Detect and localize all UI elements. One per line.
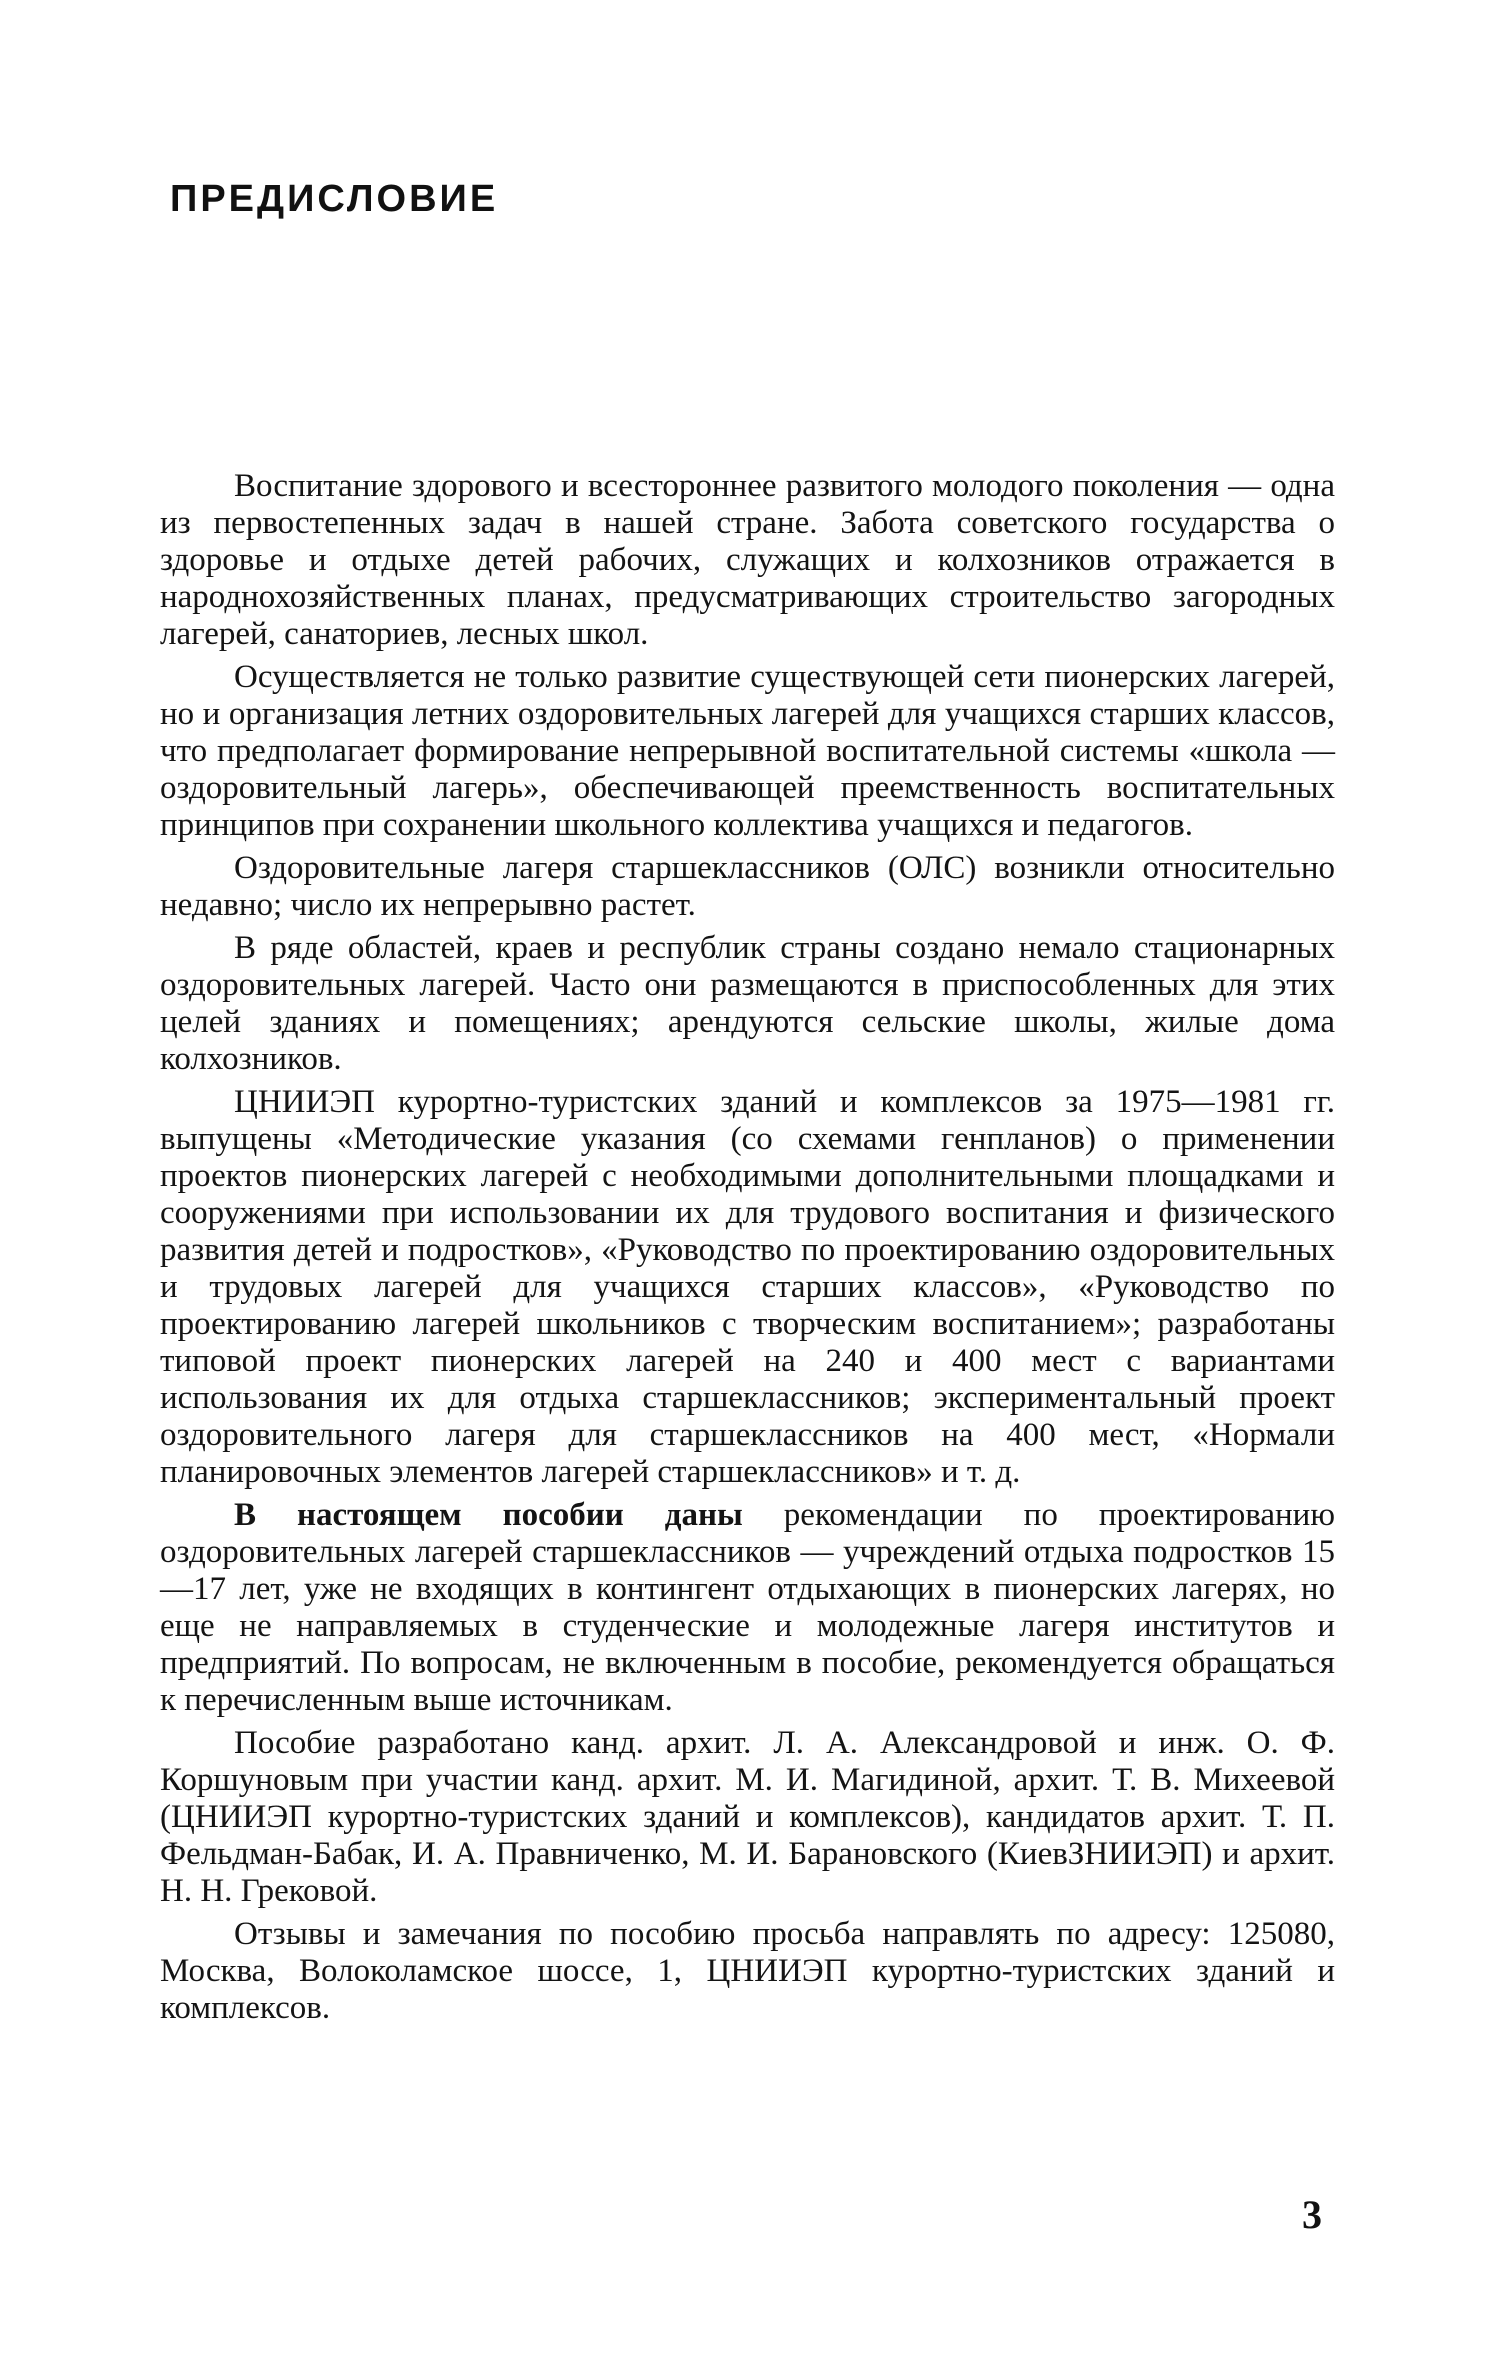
paragraph-recommendations [160, 1497, 1335, 1719]
paragraph-camp-network [160, 659, 1335, 844]
paragraph-text: Оздоровительные лагеря старшеклассников (ОЛС) возникли относительно недавно; число их непрерывно растет. [160, 850, 1335, 923]
paragraph-upbringing [160, 468, 1335, 653]
paragraph-bold-lead: В настоящем пособии даны [234, 1497, 743, 1533]
page-number: 3 [1302, 2192, 1322, 2237]
paragraph-text: Осуществляется не только развитие существующей сети пионерских лагерей, но и организация летних оздоровительных лагерей для учащихся старших классов, что предполагает формирование непрерывной воспитательной системы «школа — оздоровительный лагерь», обеспечивающей преемственность воспитательных принципов при сохранении школьного коллектива учащихся и педагогов. [160, 659, 1335, 843]
page-title: ПРЕДИСЛОВИЕ [170, 178, 499, 220]
paragraph-regions [160, 930, 1335, 1078]
paragraph-text: Воспитание здорового и всестороннее развитого молодого поколения — одна из первостепенных задач в нашей стране. Забота советского государства о здоровье и отдыхе детей рабочих, служащих и колхозников отражается в народнохозяйственных планах, предусматривающих строительство загородных лагерей, санаториев, лесных школ. [160, 468, 1335, 652]
paragraph-text: В ряде областей, краев и республик страны создано немало стационарных оздоровительных лагерей. Часто они размещаются в приспособленных для этих целей зданиях и помещениях; арендуются сельские школы, жилые дома колхозников. [160, 930, 1335, 1077]
body-text [160, 468, 1335, 2033]
paragraph-publications [160, 1084, 1335, 1491]
paragraph-text: рекомендации по проектированию оздоровительных лагерей старшеклассников — учреждений отдыха подростков 15—17 лет, уже не входящих в контингент отдыхающих в пионерских лагерях, но еще не направляемых в студенческие и молодежные лагеря институтов и предприятий. По вопросам, не включенным в пособие, рекомендуется обращаться к перечисленным выше источникам. [160, 1497, 1335, 1718]
paragraph-text: Пособие разработано канд. архит. Л. А. Александровой и инж. О. Ф. Коршуновым при участии канд. архит. М. И. Магидиной, архит. Т. В. Михеевой (ЦНИИЭП курортно-туристских зданий и комплексов), кандидатов архит. Т. П. Фельдман-Бабак, И. А. Правниченко, М. И. Барановского (КиевЗНИИЭП) и архит. Н. Н. Грековой. [160, 1725, 1335, 1909]
paragraph-text: ЦНИИЭП курортно-туристских зданий и комплексов за 1975—1981 гг. выпущены «Методические указания (со схемами генпланов) о применении проектов пионерских лагерей с необходимыми дополнительными площадками и сооружениями при использовании их для трудового воспитания и физического развития детей и подростков», «Руководство по проектированию оздоровительных и трудовых лагерей для учащихся старших классов», «Руководство по проектированию лагерей школьников с творческим воспитанием»; разработаны типовой проект пионерских лагерей на 240 и 400 мест с вариантами использования их для отдыха старшеклассников; экспериментальный проект оздоровительного лагеря для старшеклассников на 400 мест, «Нормали планировочных элементов лагерей старшеклассников» и т. д. [160, 1084, 1335, 1490]
paragraph-ols [160, 850, 1335, 924]
paragraph-feedback-address [160, 1916, 1335, 2027]
paragraph-authors [160, 1725, 1335, 1910]
paragraph-text: Отзывы и замечания по пособию просьба направлять по адресу: 125080, Москва, Волоколамское шоссе, 1, ЦНИИЭП курортно-туристских зданий и комплексов. [160, 1916, 1335, 2026]
